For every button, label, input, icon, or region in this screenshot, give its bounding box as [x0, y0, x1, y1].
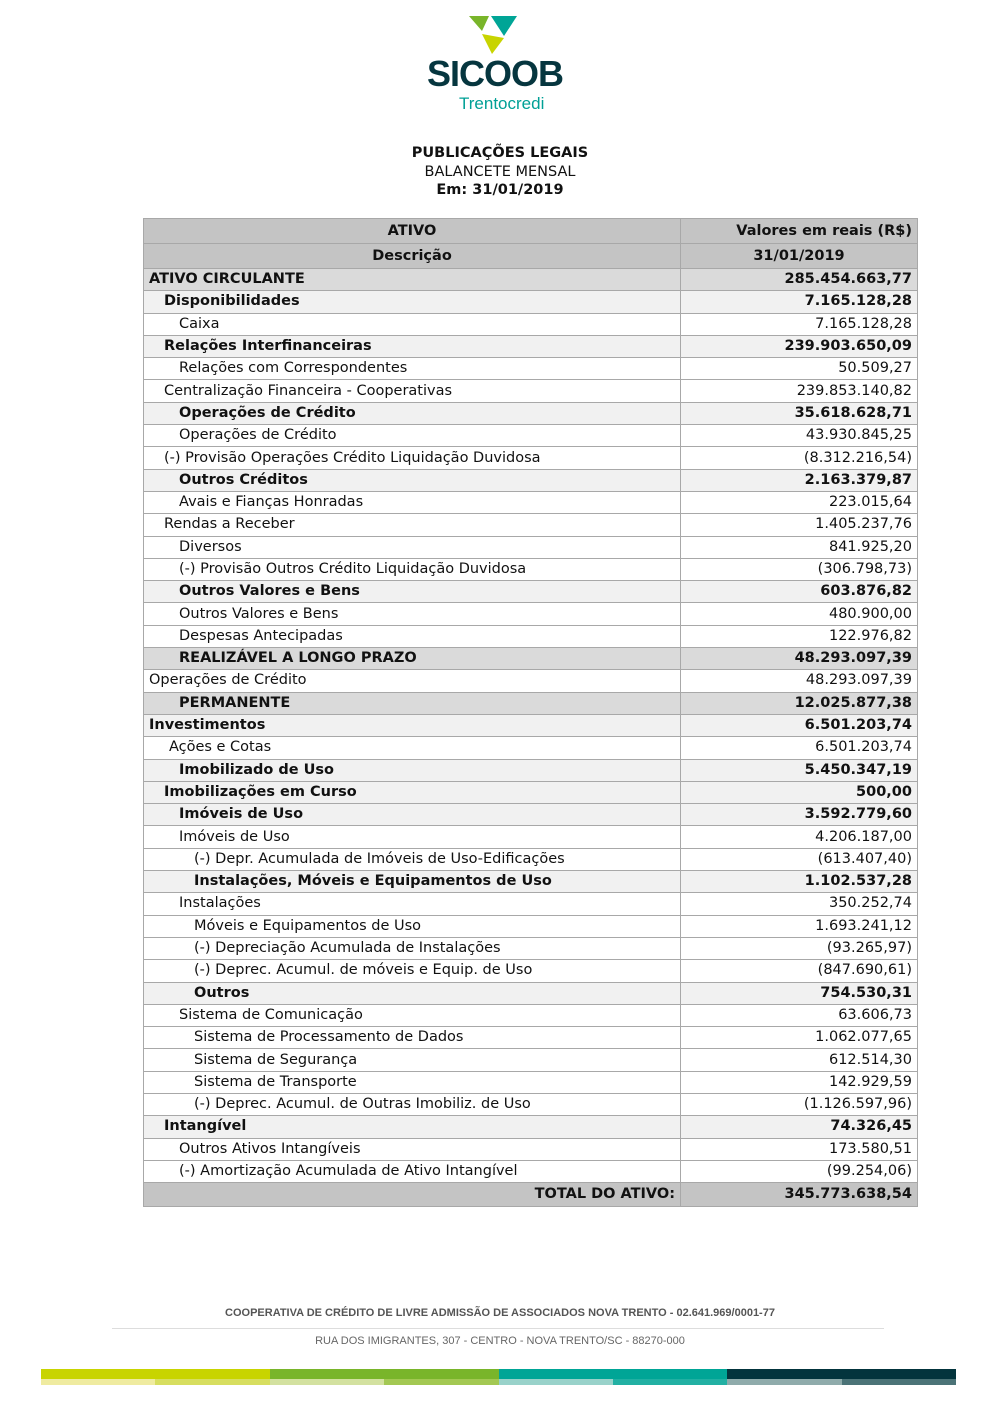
row-value: 35.618.628,71	[681, 402, 918, 424]
row-value: (99.254,06)	[681, 1160, 918, 1182]
row-label: Avais e Fianças Honradas	[144, 491, 681, 513]
row-value: 350.252,74	[681, 893, 918, 915]
bar-segment	[155, 1379, 269, 1385]
row-value: 7.165.128,28	[681, 313, 918, 335]
table-row	[144, 1093, 918, 1115]
row-value: (847.690,61)	[681, 960, 918, 982]
page-title: PUBLICAÇÕES LEGAIS	[411, 145, 589, 161]
row-value: 122.976,82	[681, 625, 918, 647]
page-date: Em: 31/01/2019	[436, 182, 564, 198]
table-row	[144, 937, 918, 959]
row-value: (93.265,97)	[681, 937, 918, 959]
row-label: (-) Deprec. Acumul. de móveis e Equip. de Uso	[144, 960, 681, 982]
row-label: Imobilizações em Curso	[144, 781, 681, 803]
row-label: Intangível	[144, 1116, 681, 1138]
row-label: REALIZÁVEL A LONGO PRAZO	[144, 648, 681, 670]
table-row	[144, 491, 918, 513]
row-value: 1.062.077,65	[681, 1027, 918, 1049]
table-row	[144, 625, 918, 647]
row-label: Imobilizado de Uso	[144, 759, 681, 781]
balance-table	[143, 218, 918, 1207]
row-label: Móveis e Equipamentos de Uso	[144, 915, 681, 937]
table-row	[144, 1027, 918, 1049]
bar-segment	[727, 1369, 956, 1379]
bar-segment	[270, 1379, 384, 1385]
row-value: 500,00	[681, 781, 918, 803]
table-row	[144, 425, 918, 447]
logo-triangle-icon	[425, 14, 575, 56]
bar-segment	[613, 1379, 727, 1385]
table-row	[144, 1004, 918, 1026]
table-row	[144, 737, 918, 759]
table-row	[144, 848, 918, 870]
table-row	[144, 380, 918, 402]
row-value: 603.876,82	[681, 581, 918, 603]
row-value: 480.900,00	[681, 603, 918, 625]
bar-segment	[842, 1379, 956, 1385]
total-value: 345.773.638,54	[681, 1183, 918, 1207]
row-label: Relações com Correspondentes	[144, 358, 681, 380]
logo-brand: SICOOB	[426, 53, 563, 94]
bar-segment	[41, 1369, 270, 1379]
table-row	[144, 915, 918, 937]
table-row	[144, 714, 918, 736]
row-value: 6.501.203,74	[681, 737, 918, 759]
table-row	[144, 759, 918, 781]
row-label: Sistema de Transporte	[144, 1071, 681, 1093]
total-label: TOTAL DO ATIVO:	[144, 1183, 681, 1207]
row-label: Instalações	[144, 893, 681, 915]
row-label: ATIVO CIRCULANTE	[144, 269, 681, 291]
footer-divider	[112, 1328, 884, 1329]
bar-segment	[727, 1379, 841, 1385]
row-value: 74.326,45	[681, 1116, 918, 1138]
row-value: 173.580,51	[681, 1138, 918, 1160]
row-label: Outros	[144, 982, 681, 1004]
table-subheader-row	[144, 244, 918, 269]
table-row	[144, 469, 918, 491]
row-label: Sistema de Processamento de Dados	[144, 1027, 681, 1049]
row-label: (-) Amortização Acumulada de Ativo Intangível	[144, 1160, 681, 1182]
row-label: Outros Ativos Intangíveis	[144, 1138, 681, 1160]
row-value: (8.312.216,54)	[681, 447, 918, 469]
col-header-valores: Valores em reais (R$)	[681, 219, 918, 244]
document-header	[0, 144, 1000, 200]
col-header-ativo: ATIVO	[144, 219, 681, 244]
row-value: 7.165.128,28	[681, 291, 918, 313]
table-row	[144, 1160, 918, 1182]
col-header-date: 31/01/2019	[681, 244, 918, 269]
row-value: 50.509,27	[681, 358, 918, 380]
row-value: 612.514,30	[681, 1049, 918, 1071]
row-value: 223.015,64	[681, 491, 918, 513]
row-label: Operações de Crédito	[144, 670, 681, 692]
row-label: Imóveis de Uso	[144, 804, 681, 826]
table-row	[144, 871, 918, 893]
table-row	[144, 1071, 918, 1093]
table-row	[144, 291, 918, 313]
row-label: Rendas a Receber	[144, 514, 681, 536]
table-row	[144, 982, 918, 1004]
table-row	[144, 1116, 918, 1138]
table-row	[144, 581, 918, 603]
row-value: (613.407,40)	[681, 848, 918, 870]
table-row	[144, 960, 918, 982]
table-row	[144, 603, 918, 625]
table-row	[144, 558, 918, 580]
row-value: 1.102.537,28	[681, 871, 918, 893]
row-value: 4.206.187,00	[681, 826, 918, 848]
row-value: 48.293.097,39	[681, 670, 918, 692]
table-row	[144, 269, 918, 291]
row-label: (-) Deprec. Acumul. de Outras Imobiliz. de Uso	[144, 1093, 681, 1115]
table-row	[144, 358, 918, 380]
page-subtitle: BALANCETE MENSAL	[424, 163, 576, 180]
row-value: 12.025.877,38	[681, 692, 918, 714]
row-value: 239.853.140,82	[681, 380, 918, 402]
row-label: (-) Provisão Operações Crédito Liquidação Duvidosa	[144, 447, 681, 469]
row-value: 6.501.203,74	[681, 714, 918, 736]
row-value: (1.126.597,96)	[681, 1093, 918, 1115]
table-row	[144, 313, 918, 335]
table-row	[144, 335, 918, 357]
row-value: 754.530,31	[681, 982, 918, 1004]
row-label: Centralização Financeira - Cooperativas	[144, 380, 681, 402]
row-label: PERMANENTE	[144, 692, 681, 714]
row-value: 5.450.347,19	[681, 759, 918, 781]
row-value: 142.929,59	[681, 1071, 918, 1093]
bar-segment	[41, 1379, 155, 1385]
row-label: Despesas Antecipadas	[144, 625, 681, 647]
table-row	[144, 536, 918, 558]
table-row	[144, 804, 918, 826]
row-value: 48.293.097,39	[681, 648, 918, 670]
total-row	[144, 1183, 918, 1207]
row-value: 63.606,73	[681, 1004, 918, 1026]
row-label: (-) Provisão Outros Crédito Liquidação Duvidosa	[144, 558, 681, 580]
row-label: Sistema de Segurança	[144, 1049, 681, 1071]
table-row	[144, 447, 918, 469]
row-label: Diversos	[144, 536, 681, 558]
row-label: Imóveis de Uso	[144, 826, 681, 848]
table-row	[144, 648, 918, 670]
row-label: Instalações, Móveis e Equipamentos de Uso	[144, 871, 681, 893]
bar-segment	[384, 1379, 498, 1385]
row-label: Outros Valores e Bens	[144, 603, 681, 625]
col-header-descricao: Descrição	[144, 244, 681, 269]
row-label: Relações Interfinanceiras	[144, 335, 681, 357]
row-label: Investimentos	[144, 714, 681, 736]
table-row	[144, 1138, 918, 1160]
row-value: 3.592.779,60	[681, 804, 918, 826]
table-row	[144, 670, 918, 692]
row-label: Outros Créditos	[144, 469, 681, 491]
footer-color-bar	[41, 1369, 956, 1385]
row-label: Disponibilidades	[144, 291, 681, 313]
table-header-row	[144, 219, 918, 244]
row-label: Sistema de Comunicação	[144, 1004, 681, 1026]
row-label: Ações e Cotas	[144, 737, 681, 759]
row-value: 841.925,20	[681, 536, 918, 558]
table-row	[144, 514, 918, 536]
footer-address: RUA DOS IMIGRANTES, 307 - CENTRO - NOVA TRENTO/SC - 88270-000	[315, 1335, 685, 1347]
row-value: 43.930.845,25	[681, 425, 918, 447]
table-row	[144, 781, 918, 803]
row-label: (-) Depr. Acumulada de Imóveis de Uso-Edificações	[144, 848, 681, 870]
row-value: 239.903.650,09	[681, 335, 918, 357]
table-row	[144, 826, 918, 848]
table-row	[144, 1049, 918, 1071]
table-row	[144, 402, 918, 424]
row-label: Operações de Crédito	[144, 402, 681, 424]
row-value: 2.163.379,87	[681, 469, 918, 491]
bar-segment	[499, 1379, 613, 1385]
logo-sub: Trentocredi	[459, 94, 545, 113]
footer-company: COOPERATIVA DE CRÉDITO DE LIVRE ADMISSÃO DE ASSOCIADOS NOVA TRENTO - 02.641.969/0001-77	[225, 1307, 775, 1319]
table-row	[144, 692, 918, 714]
row-label: Outros Valores e Bens	[144, 581, 681, 603]
row-value: (306.798,73)	[681, 558, 918, 580]
row-label: Operações de Crédito	[144, 425, 681, 447]
row-value: 285.454.663,77	[681, 269, 918, 291]
bar-segment	[499, 1369, 728, 1379]
row-value: 1.693.241,12	[681, 915, 918, 937]
row-label: Caixa	[144, 313, 681, 335]
table-row	[144, 893, 918, 915]
row-label: (-) Depreciação Acumulada de Instalações	[144, 937, 681, 959]
row-value: 1.405.237,76	[681, 514, 918, 536]
bar-segment	[270, 1369, 499, 1379]
sicoob-logo	[425, 14, 575, 114]
